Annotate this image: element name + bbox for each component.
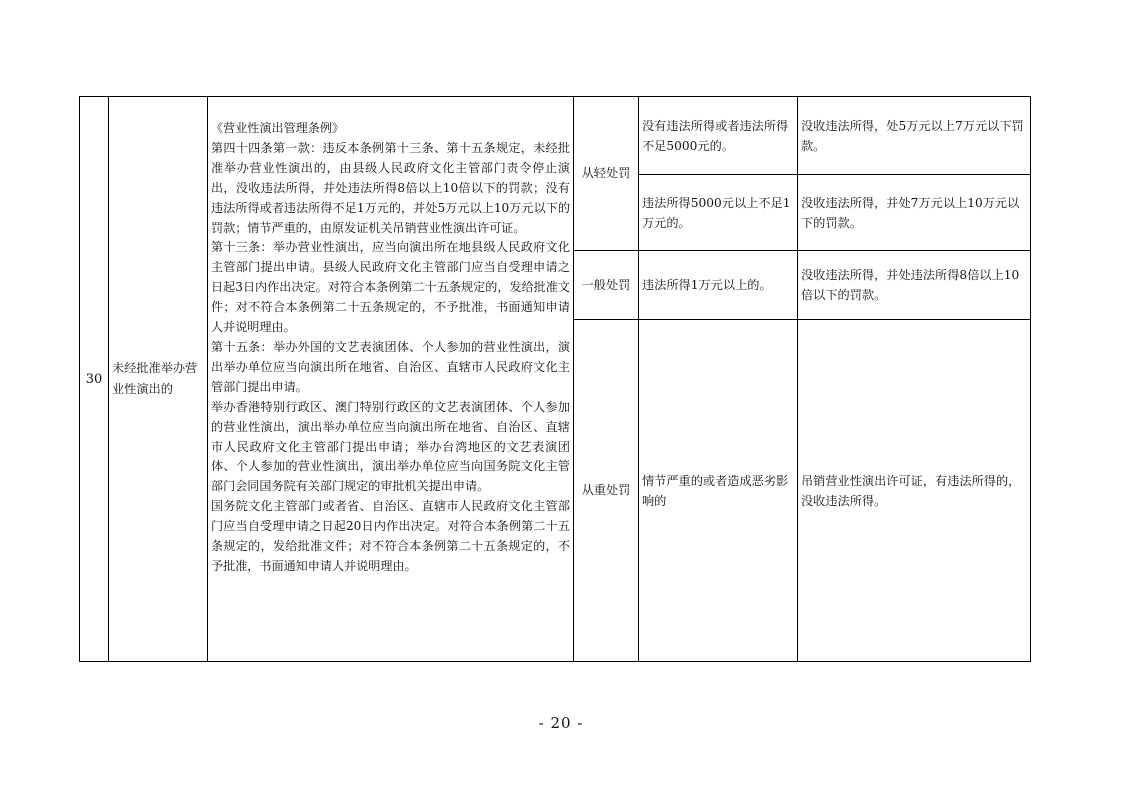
basis-paragraph: 第十五条：举办外国的文艺表演团体、个人参加的营业性演出，演出举办单位应当向演出所在地省、自治区、直辖市人民政府文化主管部门提出申请。 (211, 339, 570, 394)
penalty-level-light: 从轻处罚 (574, 97, 639, 251)
penalty-standard-cell: 没收违法所得，并处7万元以上10万元以下的罚款。 (798, 175, 1031, 251)
basis-paragraph: 第十三条：举办营业性演出，应当向演出所在地县级人民政府文化主管部门提出申请。县级人民政府文化主管部门应当自受理申请之日起3日内作出决定。对符合本条例第二十五条规定的，发给批准文件；对不符合本条例第二十五条规定的，不予批准，书面通知申请人并说明理由。 (211, 240, 570, 335)
violation-behavior: 未经批准举办营业性演出的 (109, 97, 208, 662)
penalty-standard-cell: 吊销营业性演出许可证，有违法所得的，没收违法所得。 (798, 320, 1031, 662)
page-number: - 20 - (538, 714, 584, 732)
circumstance-cell: 违法所得5000元以上不足1万元的。 (639, 175, 798, 251)
basis-paragraph: 《营业性演出管理条例》 (211, 121, 345, 135)
circumstance-cell: 违法所得1万元以上的。 (639, 251, 798, 320)
table-row (80, 97, 1031, 175)
circumstance-cell: 情节严重的或者造成恶劣影响的 (639, 320, 798, 662)
penalty-standard-cell: 没收违法所得，处5万元以上7万元以下罚款。 (798, 97, 1031, 175)
legal-basis (208, 97, 574, 662)
penalty-level-heavy: 从重处罚 (574, 320, 639, 662)
basis-paragraph: 举办香港特别行政区、澳门特别行政区的文艺表演团体、个人参加的营业性演出，演出举办单位应当向演出所在地省、自治区、直辖市人民政府文化主管部门提出申请；举办台湾地区的文艺表演团体、个人参加的营业性演出，演出举办单位应当向国务院文化主管部门会同国务院有关部门规定的审批机关提出申请。 (211, 399, 570, 494)
penalty-level-general: 一般处罚 (574, 251, 639, 320)
basis-paragraph: 第四十四条第一款：违反本条例第十三条、第十五条规定，未经批准举办营业性演出的，由县级人民政府文化主管部门责令停止演出，没收违法所得，并处违法所得8倍以上10倍以下的罚款；没有违法所得或者违法所得不足1万元的，并处5万元以上10万元以下的罚款；情节严重的，由原发证机关吊销营业性演出许可证。 (211, 140, 570, 235)
penalty-standard-cell: 没收违法所得，并处违法所得8倍以上10倍以下的罚款。 (798, 251, 1031, 320)
circumstance-cell: 没有违法所得或者违法所得不足5000元的。 (639, 97, 798, 175)
penalty-standard-table (79, 96, 1031, 662)
basis-paragraph: 国务院文化主管部门或者省、自治区、直辖市人民政府文化主管部门应当自受理申请之日起20日内作出决定。对符合本条例第二十五条规定的，发给批准文件；对不符合本条例第二十五条规定的，不予批准，书面通知申请人并说明理由。 (211, 499, 570, 573)
row-number: 30 (80, 97, 109, 662)
